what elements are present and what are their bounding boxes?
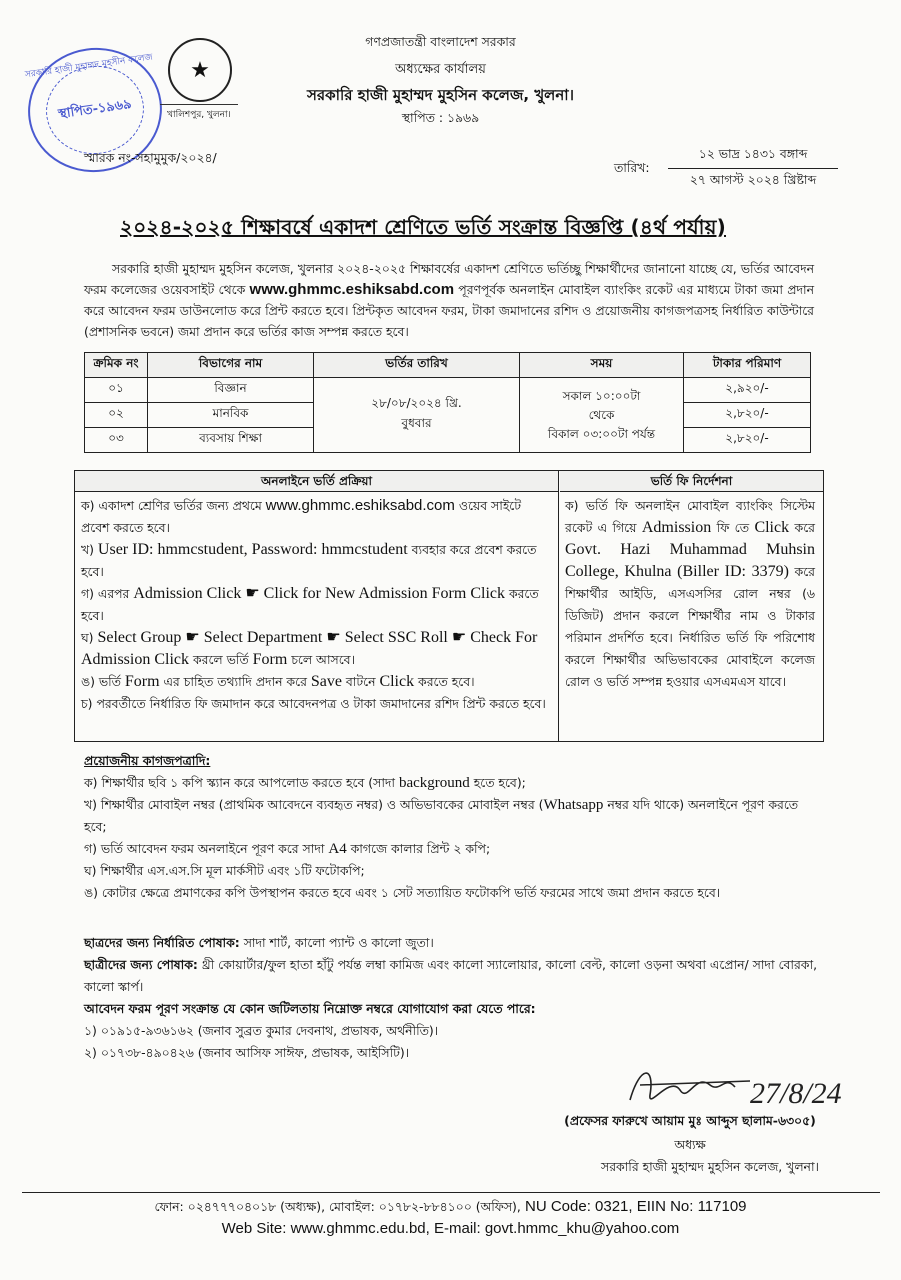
memo-reference: স্মারক নং-সহামুমুক/২০২৪/ [84,150,217,165]
documents-heading: প্রয়োজনীয় কাগজপত্রাদি: [84,753,211,768]
admission-date: ২৮/০৮/২০২৪ খ্রি. [371,396,462,410]
principal-designation: অধ্যক্ষ [674,1137,706,1152]
col-fee: টাকার পরিমাণ [684,353,811,378]
row-dept: বিজ্ঞান [148,378,314,403]
step-cha: চ) পরবর্তীতে নির্ধারিত ফি জমাদান করে আবেদনপত্র ও টাকা জমাদানের রশিদ প্রিন্ট করতে হবে। [81,696,546,711]
row-dept: ব্যবসায় শিক্ষা [148,428,314,453]
contact-line-1: ১) ০১৯১৫-৯৩৬১৬২ (জনাব সুব্রত কুমার দেবনাথ, প্রভাষক, অর্থনীতি)। [84,1023,439,1038]
table-row [85,378,811,403]
seal-text-top: সরকারি হাজী মুহাম্মদ মুহসীন কলেজ [24,52,154,81]
footer-contact: ফোন: ০২৪৭৭৭০৪০১৮ (অধ্যক্ষ), মোবাইল: ০১৭৮২-৮৮৪১০০ (অফিস), NU Code: 0321, EIIN No: 117109 [154,1198,747,1215]
intro-url[interactable]: www.ghmmc.eshiksabd.com [249,281,455,298]
college-heading: সরকারি হাজী মুহাম্মদ মুহসিন কলেজ, খুলনা। [306,86,575,104]
intro-text-2: পূরণপূর্বক অনলাইন মোবাইল ব্যাংকিং রকেট এর মাধ্যমে টাকা জমা প্রদান করে আবেদন ফরম ডাউনলোড করে প্রিন্ট করতে হবে। প্রিন্টকৃত আবেদন ফরম, টাকা জমাদানের রশিদ ও প্রয়োজনীয় কাগজপত্রসহ নির্ধারিত কাউন্টারে (প্রশাসনিক ভবনে) জমা প্রদান করে ভর্তির কাজ সম্পন্ন করতে হবে। [84,282,814,339]
step-ga: গ) এরপর Admission Click ☛ Click for New Admission Form Click করতে হবে। [81,585,539,623]
notice-title: ২০২৪-২০২৫ শিক্ষাবর্ষে একাদশ শ্রেণিতে ভর্তি সংক্রান্ত বিজ্ঞপ্তি (৪র্থ পর্যায়) [120,215,726,239]
step-gha: ঘ) Select Group ☛ Select Department ☛ Select SSC Roll ☛ Check For Admission Click করলে ভর্তি Form চলে আসবে। [81,629,538,668]
doc-uma: ঙ) কোটার ক্ষেত্রে প্রমাণকের কপি উপস্থাপন করতে হবে এবং ১ সেট সত্যায়িত ফটোকপি ভর্তি ফরমের সাথে জমা প্রদান করতে হবে। [84,885,721,900]
seal-established: স্থাপিত-১৯৬৯ [57,96,133,122]
footer-web-email[interactable]: Web Site: www.ghmmc.edu.bd, E-mail: govt.hmmc_khu@yahoo.com [221,1220,680,1237]
logo-caption: খালিশপুর, খুলনা। [160,104,238,122]
boys-dress: ছাত্রদের জন্য নির্ধারিত পোষাক: সাদা শার্ট, কালো প্যান্ট ও কালো জুতা। [84,935,434,950]
col-serial: ক্রমিক নং [85,353,148,378]
intro-paragraph [84,258,814,342]
admission-time-cell [520,378,684,453]
online-process-heading: অনলাইনে ভর্তি প্রক্রিয়া [75,471,558,492]
step-ka: ক) একাদশ শ্রেণির ভর্তির জন্য প্রথমে www.ghmmc.eshiksabd.com ওয়েব সাইটে প্রবেশ করতে হবে। [81,497,522,535]
row-fee: ২,৯২০/- [684,378,811,403]
table-header-row [85,353,811,378]
process-box [74,470,824,742]
footer-divider [22,1192,880,1193]
step-kha: খ) User ID: hmmcstudent, Password: hmmcstudent ব্যবহার করে প্রবেশ করতে হবে। [81,541,537,579]
principal-college: সরকারি হাজী মুহাম্মদ মুহসিন কলেজ, খুলনা। [601,1159,819,1174]
row-dept: মানবিক [148,403,314,428]
row-fee: ২,৮২০/- [684,403,811,428]
contact-heading: আবেদন ফরম পূরণ সংক্রান্ত যে কোন জটিলতায় নিম্নোক্ত নম্বরে যোগাযোগ করা যেতে পারে: [84,1001,536,1016]
contact-line-2: ২) ০১৭৩৮-৪৯০৪২৬ (জনাব আসিফ সাঈফ, প্রভাষক, আইসিটি)। [84,1045,410,1060]
signature-date: 27/8/24 [750,1077,842,1110]
girls-dress: ছাত্রীদের জন্য পোষাক: থ্রী কোয়ার্টার/ফুল হাতা হাঁটু পর্যন্ত লম্বা কামিজ এবং কালো স্যালোয়ার, কালো বেল্ট, কালো ওড়না অথবা এপ্রোন/ সাদা বোরকা, কালো স্কার্প। [84,957,818,994]
intro-text-1: সরকারি হাজী মুহাম্মদ মুহসিন কলেজ, খুলনার ২০২৪-২০২৫ শিক্ষাবর্ষের একাদশ শ্রেণিতে ভর্তিচ্ছু শিক্ষার্থীদের জানানো যাচ্ছে যে, ভর্তির আবেদন ফরম কলেজের ওয়েবসাইট থেকে [84,261,814,297]
office-heading: অধ্যক্ষের কার্যালয় [395,62,486,77]
row-fee: ২,৮২০/- [684,428,811,453]
principal-signature [600,1055,860,1115]
govt-heading: গণপ্রজাতন্ত্রী বাংলাদেশ সরকার [365,34,516,49]
process-url[interactable]: www.ghmmc.eshiksabd.com [265,497,455,514]
row-serial: ০৩ [85,428,148,453]
column-divider [558,471,559,741]
date-english: ২৭ আগস্ট ২০২৪ খ্রিষ্টাব্দ [689,172,817,187]
time-start: সকাল ১০:০০টা [562,388,641,403]
fee-instructions: ক) ভর্তি ফি অনলাইন মোবাইল ব্যাংকিং সিস্টেম রকেট এ গিয়ে Admission ফি তে Click করে Govt. Hazi Muhammad Muhsin College, Khulna (Biller ID: 3379) করে শিক্ষার্থীর আইডি, এসএসসির রোল নম্বর (৬ ডিজিট) প্রদান করলে শিক্ষার্থীর নাম ও টাকার পরিমান প্রদর্শিত হবে। নির্ধারিত ভর্তি ফি পরিশোধ করলে শিক্ষার্থীর অভিভাবকের মোবাইলে কলেজ রোল ও ভর্তি সম্পন্ন হওয়ার এসএমএস যাবে। [565,498,815,689]
admission-date-cell [314,378,520,453]
doc-ga: গ) ভর্তি আবেদন ফরম অনলাইনে পূরণ করে সাদা A4 কাগজে কালার প্রিন্ট ২ কপি; [84,841,491,857]
principal-name: (প্রফেসর ফারুখে আয়াম মুঃ আব্দুস ছালাম-৬৩০৫) [564,1113,816,1128]
dress-section [84,932,824,998]
footer-web [0,1220,901,1237]
time-end: বিকাল ০৩:০০টা পর্যন্ত [547,426,656,441]
date-label: তারিখ: [614,160,650,175]
doc-kha: খ) শিক্ষার্থীর মোবাইল নম্বর (প্রাথমিক আবেদনে ব্যবহৃত নম্বর) ও অভিভাবকের মোবাইল নম্বর (Whatsapp নম্বর যদি থাকে) অনলাইনে পূরণ করতে হবে; [84,797,799,834]
college-logo: ★ [168,38,232,102]
col-time: সময় [520,353,684,378]
row-serial: ০১ [85,378,148,403]
date-bangla: ১২ ভাদ্র ১৪৩১ বঙ্গাব্দ [668,146,838,169]
admission-schedule-table [84,352,811,453]
documents-section [84,750,824,904]
time-from: থেকে [588,407,615,422]
col-department: বিভাগের নাম [148,353,314,378]
doc-gha: ঘ) শিক্ষার্থীর এস.এস.সি মূল মার্কসীট এবং ১টি ফটোকপি; [84,863,365,878]
doc-ka: ক) শিক্ষার্থীর ছবি ১ কপি স্ক্যান করে আপলোড করতে হবে (সাদা background হতে হবে); [84,775,526,791]
col-date: ভর্তির তারিখ [314,353,520,378]
step-uma: ঙ) ভর্তি Form এর চাহিত তথ্যাদি প্রদান করে Save বাটনে Click করতে হবে। [81,673,475,690]
established-heading: স্থাপিত : ১৯৬৯ [401,110,480,125]
online-process-steps [81,495,553,715]
admission-day: বুধবার [401,416,432,430]
fee-instruction-heading: ভর্তি ফি নির্দেশনা [560,471,823,492]
row-serial: ০২ [85,403,148,428]
